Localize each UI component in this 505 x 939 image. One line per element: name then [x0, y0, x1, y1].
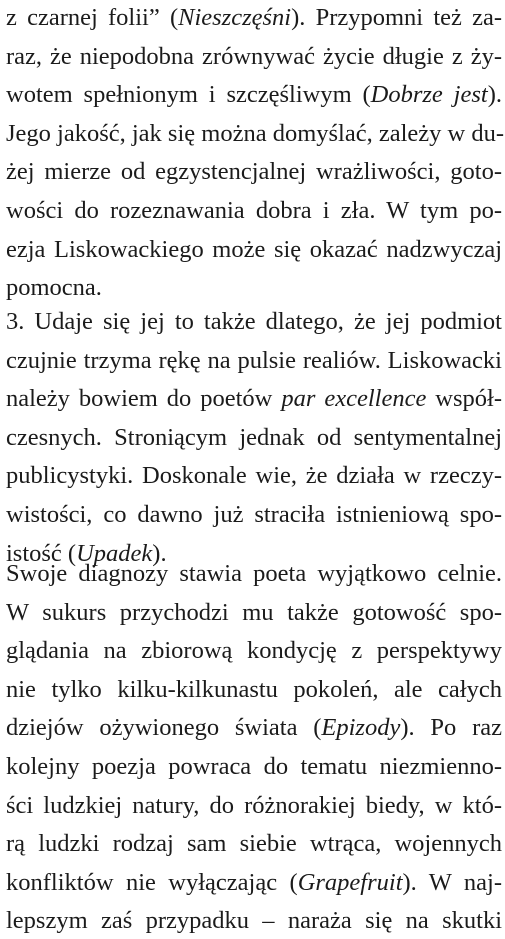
text-segment: pomocna. — [6, 274, 102, 302]
text-segment: ). — [152, 539, 167, 567]
italic-title: Nieszczęśni — [178, 4, 292, 31]
text-segment: ). Przypomni też za- — [291, 4, 502, 31]
text-line — [6, 154, 502, 190]
text-line — [6, 232, 502, 268]
text-line — [6, 903, 502, 939]
text-segment: Swoje diagnozy stawia poeta wyjątkowo celnie. — [6, 560, 502, 587]
text-segment: ). W naj- — [402, 868, 502, 896]
text-segment: ). Po raz — [400, 714, 502, 742]
text-segment: ). — [487, 81, 502, 109]
text-segment: lepszym zaś przypadku – naraża się na skutki — [6, 907, 502, 935]
text-segment: wości do rozeznawania dobra i zła. W tym po- — [6, 197, 502, 224]
text-segment: czesnych. Stroniącym jednak od sentymentalnej — [6, 423, 502, 451]
text-line — [6, 116, 505, 152]
text-segment: czujnie trzyma rękę na pulsie realiów. Liskowacki — [6, 346, 502, 374]
text-line — [6, 826, 502, 862]
text-segment: glądania na zbiorową kondycję z perspektywy — [6, 637, 502, 665]
text-line — [6, 270, 502, 306]
text-segment: ści ludzkiej natury, do różnorakiej biedy, w któ- — [6, 791, 502, 819]
text-segment: nie tylko kilku-kilkunastu pokoleń, ale całych — [6, 675, 502, 703]
text-segment: z czarnej folii” ( — [6, 4, 179, 31]
text-line — [6, 0, 502, 36]
text-line — [6, 77, 502, 113]
text-line — [6, 788, 502, 824]
text-segment: Jego jakość, jak się można domyślać, zależy w du- — [6, 119, 505, 147]
text-segment: żej mierze od egzystencjalnej wrażliwości, goto- — [6, 158, 502, 186]
text-segment: rą ludzki rodzaj sam siebie wtrąca, wojennych — [6, 830, 502, 858]
text-segment: wistości, co dawno już straciła istnieniową spo- — [6, 501, 502, 528]
text-line — [6, 595, 502, 631]
text-line — [6, 633, 502, 669]
italic-title: par excellence — [281, 385, 427, 413]
text-segment: raz, że niepodobna zrównywać życie długie z ży- — [6, 42, 502, 70]
text-line — [6, 420, 502, 456]
text-segment: istość ( — [6, 539, 77, 567]
italic-title: Grapefruit — [297, 868, 403, 896]
text-segment: współ- — [426, 385, 502, 413]
text-line — [6, 458, 502, 494]
text-segment: należy bowiem do poetów — [6, 385, 282, 413]
text-line — [6, 343, 502, 379]
italic-title: Upadek — [76, 539, 153, 567]
italic-title: Epizody — [321, 714, 401, 742]
italic-title: Dobrze jest — [370, 81, 488, 109]
text-segment: publicystyki. Doskonale wie, że działa w rzeczy- — [6, 462, 502, 490]
text-segment: W sukurs przychodzi mu także gotowość spo- — [6, 598, 502, 626]
text-line — [6, 39, 502, 75]
text-line — [6, 304, 502, 340]
text-line — [6, 865, 502, 901]
text-line — [6, 749, 502, 785]
text-line — [6, 381, 502, 417]
text-segment: kolejny poezja powraca do tematu niezmienno- — [6, 753, 502, 780]
text-segment: wotem spełnionym i szczęśliwym ( — [6, 81, 371, 109]
text-segment: konfliktów nie wyłączając ( — [6, 868, 298, 896]
text-line — [6, 556, 502, 592]
text-segment: 3. Udaje się jej to także dlatego, że jej podmiot — [6, 308, 502, 335]
text-line — [6, 193, 502, 229]
text-segment: ezja Liskowackiego może się okazać nadzwyczaj — [6, 235, 502, 263]
text-line — [6, 710, 502, 746]
text-segment: dziejów ożywionego świata ( — [6, 714, 322, 742]
text-line — [6, 497, 502, 533]
text-line — [6, 672, 502, 708]
